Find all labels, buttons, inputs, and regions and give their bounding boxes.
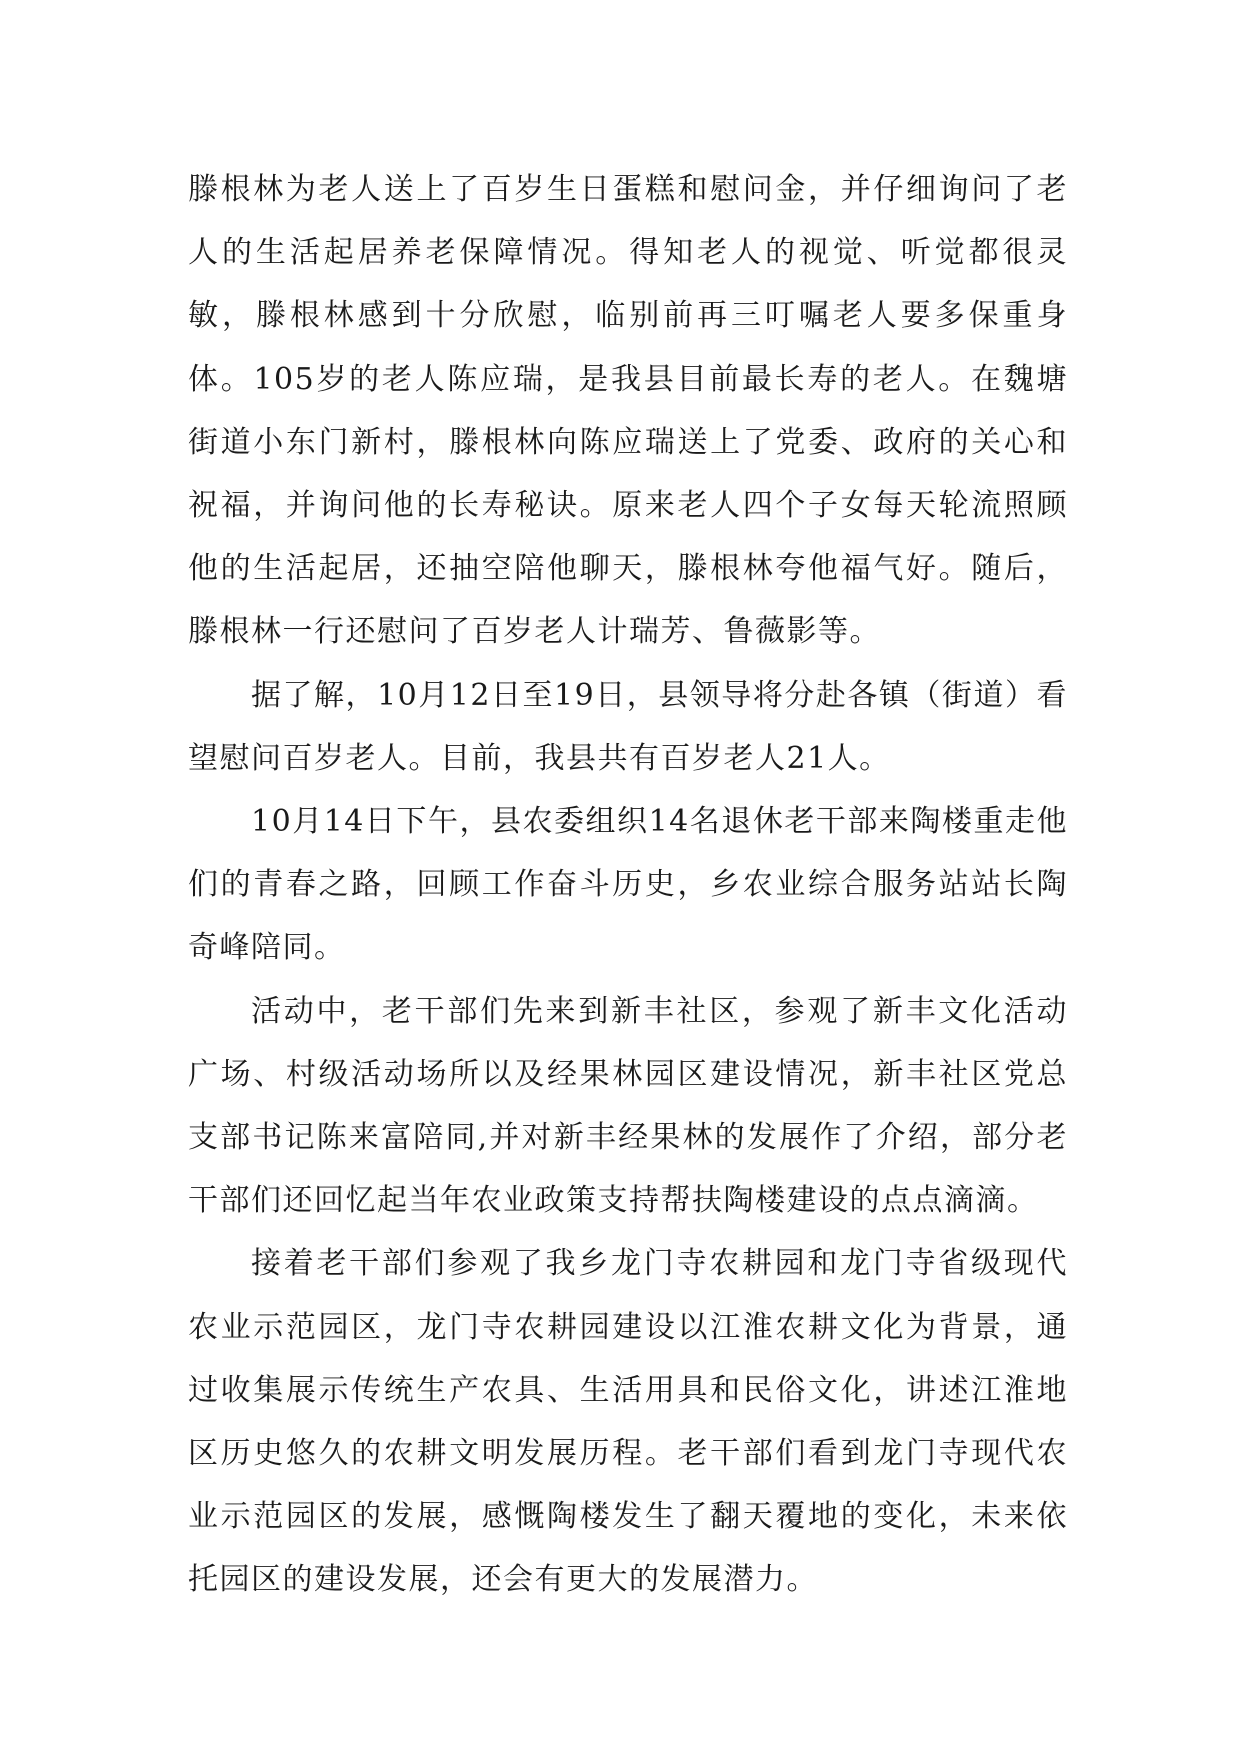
paragraph-elder-visit: 滕根林为老人送上了百岁生日蛋糕和慰问金，并仔细询问了老人的生活起居养老保障情况。得知老人的视觉、听觉都很灵敏，滕根林感到十分欣慰，临别前再三叮嘱老人要多保重身体。105岁的老人陈应瑞，是我县目前最长寿的老人。在魏塘街道小东门新村，滕根林向陈应瑞送上了党委、政府的关心和祝福，并询问他的长寿秘诀。原来老人四个子女每天轮流照顾他的生活起居，还抽空陪他聊天，滕根林夸他福气好。随后，滕根林一行还慰问了百岁老人计瑞芳、鲁薇影等。 <box>188 172 1068 650</box>
paragraph-longmen-temple-park: 接着老干部们参观了我乡龙门寺农耕园和龙门寺省级现代农业示范园区，龙门寺农耕园建设以江淮农耕文化为背景，通过收集展示传统生产农具、生活用具和民俗文化，讲述江淮地区历史悠久的农耕文明发展历程。老干部们看到龙门寺现代农业示范园区的发展，感慨陶楼发生了翻天覆地的变化，未来依托园区的建设发展，还会有更大的发展潜力。 <box>188 1246 1068 1598</box>
paragraph-centenarian-summary: 据了解，10月12日至19日，县领导将分赴各镇（街道）看望慰问百岁老人。目前，我县共有百岁老人21人。 <box>188 677 1068 776</box>
paragraph-retired-cadres-visit: 10月14日下午，县农委组织14名退休老干部来陶楼重走他们的青春之路，回顾工作奋斗历史，乡农业综合服务站站长陶奇峰陪同。 <box>188 804 1068 966</box>
document-body <box>188 158 1068 1612</box>
paragraph-xinfeng-community: 活动中，老干部们先来到新丰社区，参观了新丰文化活动广场、村级活动场所以及经果林园区建设情况，新丰社区党总支部书记陈来富陪同,并对新丰经果林的发展作了介绍，部分老干部们还回忆起当年农业政策支持帮扶陶楼建设的点点滴滴。 <box>188 993 1068 1219</box>
